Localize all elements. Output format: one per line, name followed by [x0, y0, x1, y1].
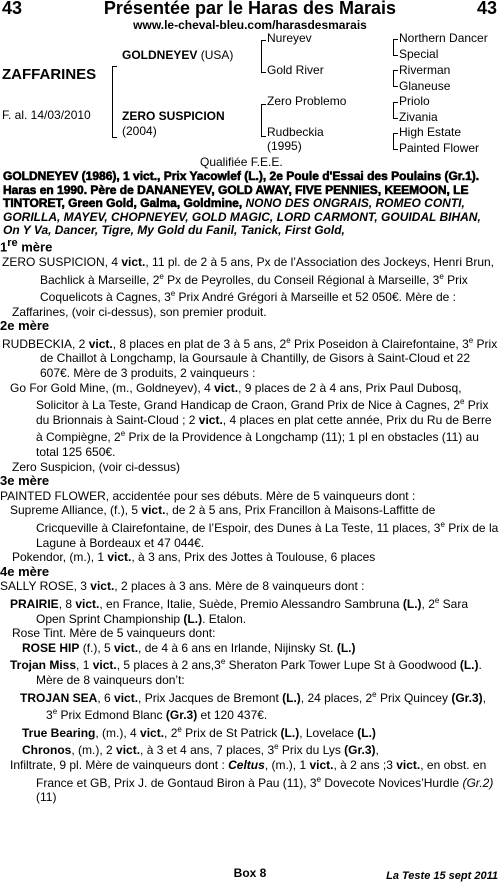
bracket-dd — [393, 133, 398, 150]
bracket-ss — [393, 39, 398, 56]
sire-line — [122, 48, 233, 62]
box-number: Box 8 — [233, 866, 267, 880]
page-title: Présentée par le Haras des Marais — [103, 0, 397, 18]
bracket-dam — [261, 104, 266, 137]
sire-dam: Gold River — [267, 63, 324, 77]
dam-sire: Zero Problemo — [267, 94, 347, 108]
bracket-sire — [261, 40, 266, 73]
fourth-dam-produce-2: Rose Tint. Mère de 5 vainqueurs dont: — [12, 626, 216, 641]
dd-dam: Painted Flower — [399, 141, 480, 155]
ss-sire: Northern Dancer — [399, 31, 488, 45]
first-dam-entry: ZERO SUSPICION, 4 vict., 11 pl. de 2 à 5 ans, Px de l’Association des Jockeys, Henri Brun, Bachlick à Marseille, 2e Px de Peyrolles, du Conseil Régional à Marseille, 3e Prix Coquelicots à Cagnes, 3e Prix André Grégori à Marseille et 52 050€. Mère de : — [2, 254, 495, 305]
lot-number-left: 43 — [2, 0, 23, 18]
section-second-dam: 2e mère — [0, 318, 50, 334]
lot-number-right: 43 — [476, 0, 497, 18]
fourth-dam-produce-6: True Bearing, (m.), 4 vict., 2e Prix de St Patrick (L.), Lovelace (L.) — [22, 724, 376, 740]
sd-dam: Glaneuse — [399, 79, 451, 93]
website-url: www.le-cheval-bleu.com/harasdesmarais — [133, 18, 367, 32]
ds-dam: Zivania — [399, 110, 438, 124]
ds-sire: Priolo — [399, 94, 430, 108]
bracket-sd — [393, 70, 398, 87]
bracket-main — [112, 66, 117, 138]
sire-description — [3, 170, 499, 238]
third-dam-produce-1: Supreme Alliance, (f.), 5 vict., de 2 à 5 ans, Prix Francillon à Maisons-Laffitte de Cricqueville à Clairefontaine, de l’Espoir, des Dunes à La Teste, 11 places, 3e Prix de la Lagune à Bordeaux et 47 044€. — [10, 503, 499, 550]
sd-sire: Riverman — [399, 63, 451, 77]
dam-year: (2004) — [122, 124, 157, 138]
sire-country: (USA) — [200, 48, 234, 62]
fourth-dam-produce-3: ROSE HIP (f.), 5 vict., de 4 à 6 ans en Irlande, Nijinsky St. (L.) — [22, 640, 356, 655]
fourth-dam-produce-4: Trojan Miss, 1 vict., 5 places à 2 ans,3e Sheraton Park Tower Lupe St à Goodwood (L.). Mère de 8 vainqueurs don’t: — [10, 657, 482, 687]
dam-name: ZERO SUSPICION — [122, 109, 225, 123]
dd-sire: High Estate — [399, 125, 462, 139]
second-dam-produce-2: Zero Suspicion, (voir ci-dessus) — [12, 459, 181, 474]
third-dam-produce-2: Pokendor, (m.), 1 vict., à 3 ans, Prix des Jottes à Toulouse, 6 places — [12, 550, 376, 565]
sale-date: La Teste 15 sept 2011 — [386, 870, 498, 882]
fourth-dam-produce-8: Infiltrate, 9 pl. Mère de vainqueurs dont : Celtus, (m.), 1 vict., à 2 ans ;3 vict., en obst. en France et GB, Prix J. de Gontaud Biron à Pau (11), 3e Dovecote Novices’Hurdle (Gr.2) (11) — [10, 757, 494, 805]
first-dam-produce: Zaffarines, (voir ci-dessus), son premier produit. — [12, 304, 267, 319]
horse-name: ZAFFARINES — [2, 66, 97, 83]
fourth-dam-entry: SALLY ROSE, 3 vict., 2 places à 3 ans. Mère de 8 vainqueurs dont : — [0, 579, 365, 594]
section-first-dam: 1re mère — [0, 237, 53, 255]
fourth-dam-produce-1: PRAIRIE, 8 vict., en France, Italie, Suède, Premio Alessandro Sambruna (L.), 2e Sara Open Sprint Championship (L.). Etalon. — [10, 595, 469, 626]
dam-dam: Rudbeckia — [267, 125, 324, 139]
section-fourth-dam: 4e mère — [0, 563, 50, 579]
sire-name: GOLDNEYEV — [122, 48, 198, 62]
second-dam-entry: RUDBECKIA, 2 vict., 8 places en plat de 3 à 5 ans, 2e Prix Poseidon à Clairefontaine, 3e Prix de Chaillot à Longchamp, la Goursaule à Chantilly, de Gisors à Saint-Cloud et 22 607€. Mère de 3 produits, 2 vainqueurs : — [2, 335, 498, 381]
sire-sire: Nureyev — [267, 31, 312, 45]
horse-info: F. al. 14/03/2010 — [2, 108, 91, 122]
qualification: Qualifiée F.E.E. — [200, 155, 283, 169]
bracket-ds — [393, 102, 398, 119]
sire-description-main: GOLDNEYEV (1986), 1 vict., Prix Yacowlef (L.), 2e Poule d'Essai des Poulains (Gr.1). Haras en 1990. Père de DANANEYEV, GOLD AWAY, FIVE PENNIES, KEEMOON, LE TINTORET, Green Gold, Galma, Goldmine, — [3, 169, 480, 211]
fourth-dam-produce-7: Chronos, (m.), 2 vict., à 3 et 4 ans, 7 places, 3e Prix du Lys (Gr.3), — [22, 742, 379, 758]
ss-dam: Special — [399, 47, 439, 61]
section-third-dam: 3e mère — [0, 473, 50, 489]
dam-dam-year: (1995) — [267, 139, 302, 153]
second-dam-produce-1: Go For Gold Mine, (m., Goldneyev), 4 vict., 9 places de 2 à 4 ans, Prix Paul Dubosq, Solicitor à La Teste, Grand Handicap de Craon, Grand Prix de Nice à Cagnes, 2e Prix du Brionnais à Saint-Cloud ; 2 vict., 4 places en plat cette année, Prix du Ru de Berre à Compiègne, 2e Prix de la Providence à Longchamp (11); 1 pl en obstacles (11) au total 125 650€. — [10, 380, 492, 460]
sire-description-offspring: NONO DES ONGRAIS, ROMEO CONTI, GORILLA, MAYEV, CHOPNEYEV, GOLD MAGIC, LORD CARMONT, GOUIDAL BIHAN, On Y Va, Dancer, Tigre, My Gold du Fanil, Tanick, First Gold, — [3, 196, 481, 238]
family-text — [0, 236, 499, 805]
fourth-dam-produce-5: TROJAN SEA, 6 vict., Prix Jacques de Bremont (L.), 24 places, 2e Prix Quincey (Gr.3), 3e Prix Edmond Blanc (Gr.3) et 120 437€. — [20, 689, 487, 723]
third-dam-entry: PAINTED FLOWER, accidentée pour ses débuts. Mère de 5 vainqueurs dont : — [0, 488, 416, 503]
